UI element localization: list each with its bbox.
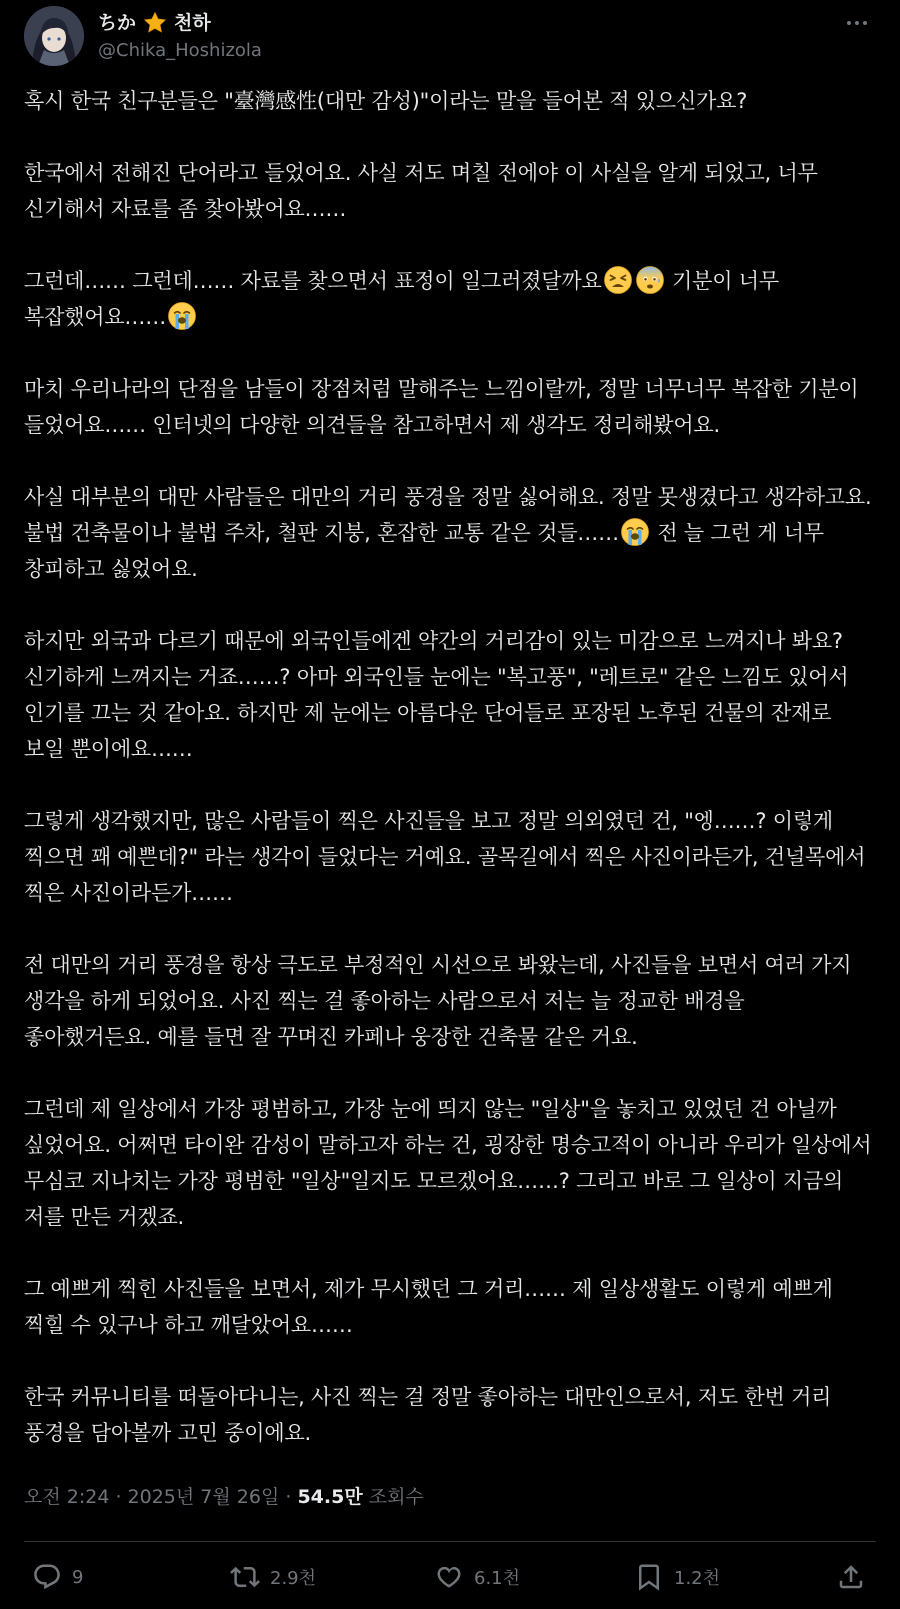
tweet-text-segment: 사실 대부분의 대만 사람들은 대만의 거리 풍경을 정말 싫어해요. 정말 못생겼다고 생각하고요. 불법 건축물이나 불법 주차, 철판 지붕, 혼잡한 교통 같은 것들……	[24, 485, 872, 545]
tweet-date[interactable]: 2025년 7월 26일	[127, 1486, 280, 1508]
tweet-paragraph	[24, 83, 876, 119]
retweet-button[interactable]	[230, 1555, 316, 1599]
share-button[interactable]	[836, 1555, 866, 1599]
retweet-count: 2.9천	[270, 1568, 317, 1589]
like-button[interactable]	[434, 1555, 520, 1599]
tweet-paragraph	[24, 155, 876, 227]
tweet-paragraph	[24, 371, 876, 443]
tweet-header	[24, 4, 876, 68]
loudly-crying-face-emoji	[620, 517, 650, 547]
display-name-part1: ちか	[98, 12, 137, 34]
views-count: 54.5만	[297, 1486, 363, 1508]
views-label: 조회수	[368, 1486, 424, 1508]
reply-button[interactable]	[32, 1555, 83, 1599]
tweet-text-segment: 하지만 외국과 다르기 때문에 외국인들에겐 약간의 거리감이 있는 미감으로 느껴지나 봐요? 신기하게 느껴지는 거죠……? 아마 외국인들 눈에는 "복고풍", "레트로" 같은 느낌도 있어서 인기를 끄는 것 같아요. 하지만 제 눈에는 아름다운 단어들로 포장된 노후된 건물의 잔재로 보일 뿐이에요……	[24, 629, 849, 761]
bookmark-button[interactable]	[634, 1555, 720, 1599]
share-icon	[836, 1562, 866, 1592]
meta-separator: ·	[279, 1486, 298, 1508]
like-count: 6.1천	[474, 1568, 521, 1589]
tweet-paragraph	[24, 263, 876, 335]
tweet-text-segment: 그렇게 생각했지만, 많은 사람들이 찍은 사진들을 보고 정말 의외였던 건, "엥……? 이렇게 찍으면 꽤 예쁜데?" 라는 생각이 들었다는 거예요. 골목길에서 찍은 사진이라든가, 건널목에서 찍은 사진이라든가……	[24, 809, 866, 905]
tweet-text-segment: 기분이 너무 복잡했어요……	[24, 269, 779, 329]
tweet-time[interactable]: 오전 2:24	[24, 1486, 110, 1508]
retweet-icon	[230, 1562, 260, 1592]
tweet-paragraph	[24, 947, 876, 1055]
reply-icon	[32, 1562, 62, 1592]
tweet-text-segment: 그런데 제 일상에서 가장 평범하고, 가장 눈에 띄지 않는 "일상"을 놓치고 있었던 건 아닐까 싶었어요. 어쩌면 타이완 감성이 말하고자 하는 건, 굉장한 명승고적이 아니라 우리가 일상에서 무심코 지나치는 가장 평범한 "일상"일지도 모르겠어요……? 그리고 바로 그 일상이 지금의 저를 만든 거겠죠.	[24, 1097, 872, 1229]
tweet-paragraph	[24, 1271, 876, 1343]
tweet-paragraph	[24, 1091, 876, 1235]
tweet-text-segment: 전 대만의 거리 풍경을 항상 극도로 부정적인 시선으로 봐왔는데, 사진들을 보면서 여러 가지 생각을 하게 되었어요. 사진 찍는 걸 좋아하는 사람으로서 저는 늘 정교한 배경을 좋아했거든요. 예를 들면 잘 꾸며진 카페나 웅장한 건축물 같은 거요.	[24, 953, 852, 1049]
tweet-text-segment: 그 예쁘게 찍힌 사진들을 보면서, 제가 무시했던 그 거리…… 제 일상생활도 이렇게 예쁘게 찍힐 수 있구나 하고 깨달았어요……	[24, 1277, 833, 1337]
tweet-text-segment: 한국 커뮤니티를 떠돌아다니는, 사진 찍는 걸 정말 좋아하는 대만인으로서, 저도 한번 거리 풍경을 담아볼까 고민 중이에요.	[24, 1385, 832, 1445]
tweet-text-segment: 마치 우리나라의 단점을 남들이 장점처럼 말해주는 느낌이랄까, 정말 너무너무 복잡한 기분이 들었어요…… 인터넷의 다양한 의견들을 참고하면서 제 생각도 정리해봤어요.	[24, 377, 859, 437]
tired-face-emoji	[603, 265, 633, 295]
tweet-paragraph	[24, 803, 876, 911]
author-block	[98, 8, 262, 61]
meta-separator: ·	[109, 1486, 128, 1508]
loudly-crying-face-emoji	[167, 301, 197, 331]
user-handle[interactable]: @Chika_Hoshizola	[98, 40, 262, 61]
more-options-icon[interactable]	[842, 8, 872, 38]
display-name[interactable]	[98, 8, 262, 38]
bookmark-icon	[634, 1562, 664, 1592]
heart-icon	[434, 1562, 464, 1592]
tweet-text-segment: 전 늘 그런 게 너무 창피하고 싫었어요.	[24, 521, 824, 581]
display-name-part2: 천하	[174, 12, 211, 34]
tweet-text-segment: 혹시 한국 친구분들은 "臺灣感性(대만 감성)"이라는 말을 들어본 적 있으신가요?	[24, 89, 748, 113]
tweet-text	[24, 83, 876, 1487]
action-bar	[24, 1555, 876, 1599]
tweet-paragraph	[24, 1379, 876, 1451]
tweet-text-segment: 그런데…… 그런데…… 자료를 찾으면서 표정이 일그러졌달까요	[24, 269, 602, 293]
avatar[interactable]	[24, 6, 84, 66]
star-icon	[142, 10, 168, 36]
tweet-meta	[24, 1482, 424, 1509]
divider	[24, 1541, 876, 1542]
reply-count: 9	[72, 1566, 84, 1588]
tweet-text-segment: 한국에서 전해진 단어라고 들었어요. 사실 저도 며칠 전에야 이 사실을 알게 되었고, 너무 신기해서 자료를 좀 찾아봤어요……	[24, 161, 818, 221]
anxious-face-emoji	[635, 265, 665, 295]
tweet-paragraph	[24, 623, 876, 767]
bookmark-count: 1.2천	[674, 1568, 721, 1589]
tweet-paragraph	[24, 479, 876, 587]
